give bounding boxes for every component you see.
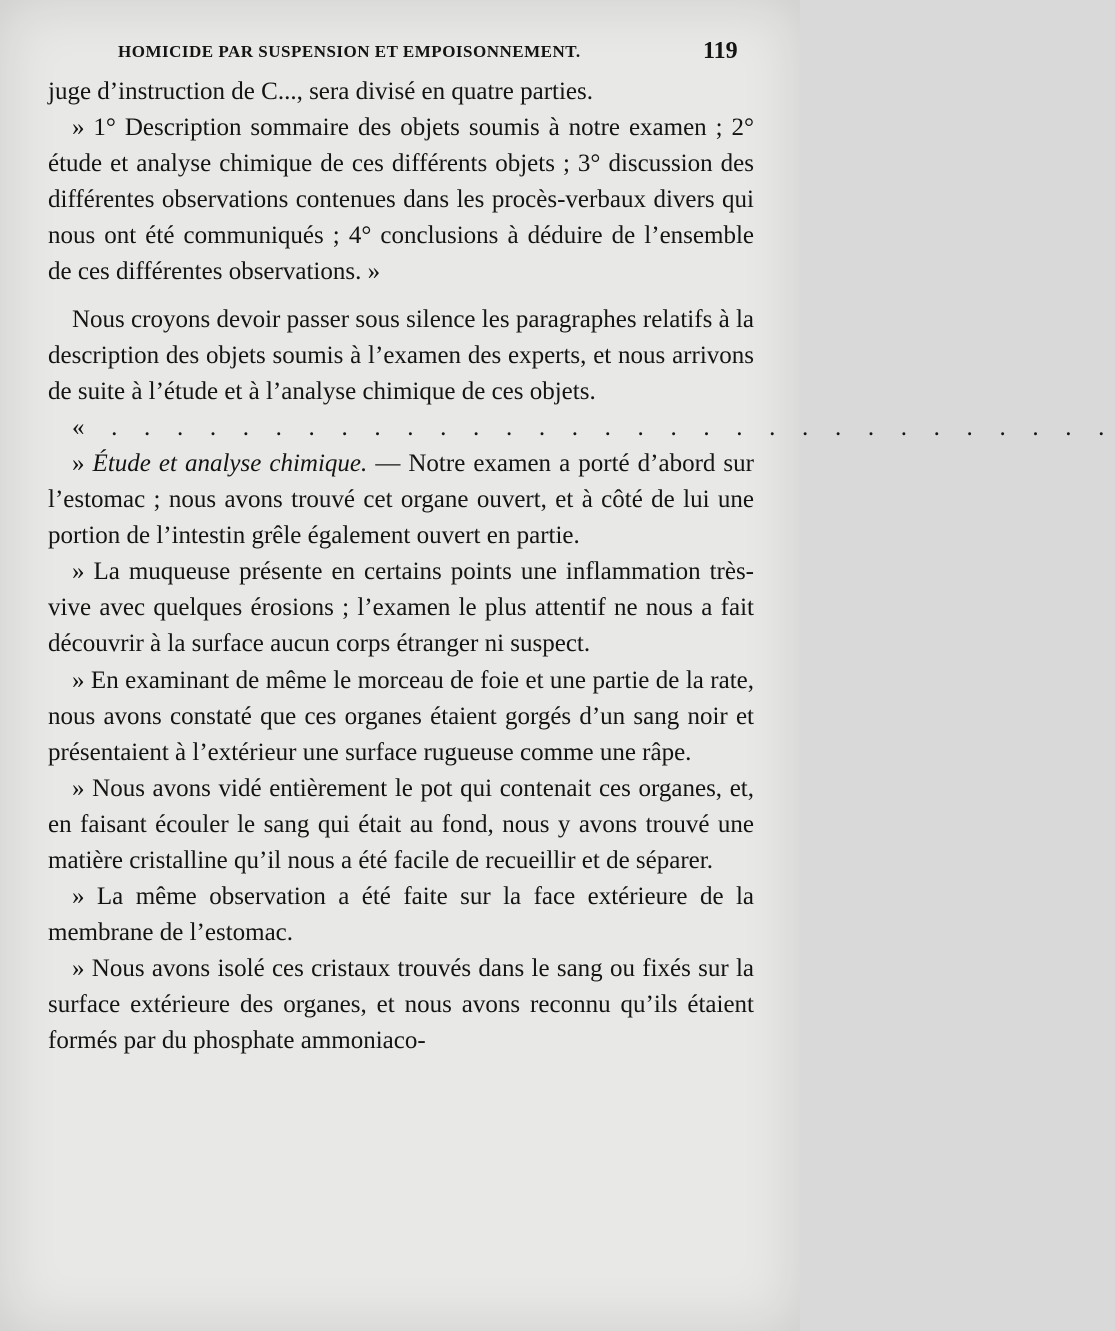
quote-mark: »	[72, 449, 93, 477]
body-text	[48, 74, 1115, 1060]
page-number: 119	[703, 38, 738, 64]
paragraph-liver-spleen: » En examinant de même le morceau de foie et une partie de la rate, nous avons constaté que ces organes étaient gorgés d’un sang noir et présentaient à l’extérieur une surface rugueuse comme une râpe.	[48, 666, 754, 766]
section-heading: Étude et analyse chimique.	[92, 449, 368, 477]
paragraph-editorial-note: Nous croyons devoir passer sous silence les paragraphes relatifs à la description des objets soumis à l’examen des experts, et nous arrivons de suite à l’étude et à l’analyse chimique de ces objets.	[48, 305, 754, 405]
paragraph-stomach-membrane: » La même observation a été faite sur la face extérieure de la membrane de l’estomac.	[48, 883, 754, 947]
paragraph-crystals-isolated: » Nous avons isolé ces cristaux trouvés dans le sang ou fixés sur la surface extérieure des organes, et nous avons reconnu qu’ils étaient formés par du phosphate ammoniaco-	[48, 955, 754, 1055]
paragraph-mucosa: » La muqueuse présente en certains points une inflammation très-vive avec quelques érosions ; l’examen le plus attentif ne nous a fait découvrir à la surface aucun corps étranger ni suspect.	[48, 558, 754, 658]
omission-dots: « . . . . . . . . . . . . . . . . . . . . . . . . . . . . . . .	[72, 413, 1115, 441]
paragraph-report-outline: » 1° Description sommaire des objets soumis à notre examen ; 2° étude et analyse chimique de ces différents objets ; 3° discussion des différentes observations contenues dans les procès-verbaux divers qui nous ont été communiqués ; 4° conclusions à déduire de l’ensemble de ces différentes observations. »	[48, 114, 754, 286]
running-title: HOMICIDE PAR SUSPENSION ET EMPOISONNEMENT.	[118, 42, 581, 61]
paragraph-chemical-study-text: — Notre examen a porté d’abord sur l’estomac ; nous avons trouvé cet organe ouvert, et à côté de lui une portion de l’intestin grêle également ouvert en partie.	[48, 449, 754, 550]
paragraph-continuation: juge d’instruction de C..., sera divisé en quatre parties.	[48, 78, 593, 105]
paragraph-chemical-study	[48, 446, 754, 554]
paragraph-crystals-found: » Nous avons vidé entièrement le pot qui contenait ces organes, et, en faisant écouler le sang qui était au fond, nous y avons trouvé une matière cristalline qu’il nous a été facile de recueillir et de séparer.	[48, 774, 754, 874]
running-header	[0, 30, 800, 70]
